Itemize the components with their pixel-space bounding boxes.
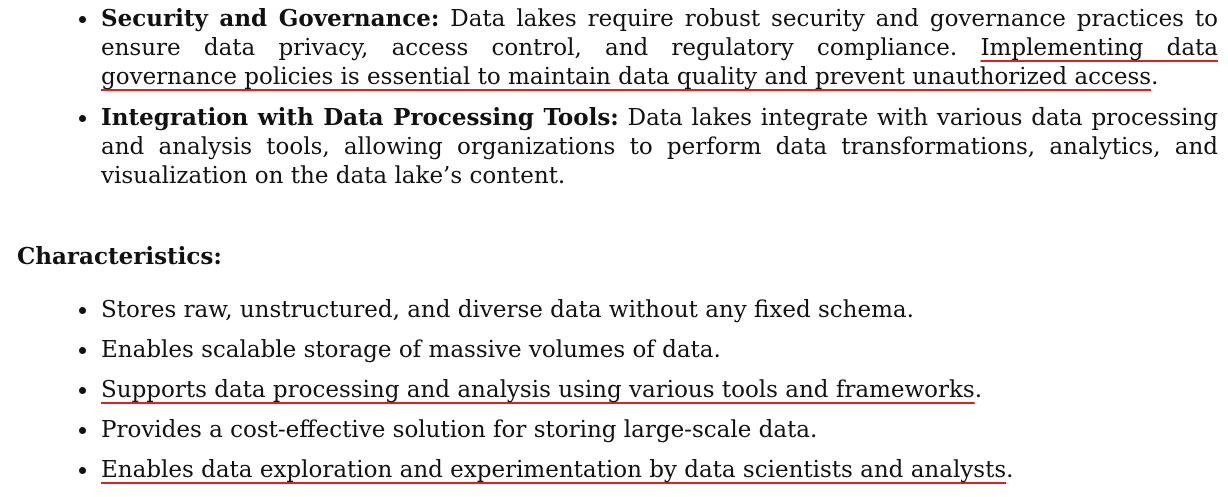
characteristics-list	[101, 295, 1218, 495]
security-governance-description: Data lakes require robust security and governance practices to ensure data privacy, access control, and regulatory compliance.	[101, 6, 1218, 61]
feature-list	[101, 4, 1218, 191]
list-item-text: Provides a cost-effective solution for storing large-scale data.	[101, 417, 818, 443]
list-item-text: Stores raw, unstructured, and diverse data without any fixed schema.	[101, 297, 914, 323]
sentence-end: .	[1006, 457, 1014, 483]
sentence-end: .	[1151, 64, 1159, 90]
list-item	[101, 375, 1218, 415]
integration-tools-description: Data lakes integrate with various data processing and analysis tools, allowing organizations to perform data transformations, analytics, and visualization on the data lake’s content.	[101, 105, 1218, 189]
list-item-text: Enables scalable storage of massive volumes of data.	[101, 337, 721, 363]
term-integration-tools: Integration with Data Processing Tools:	[101, 104, 619, 131]
underlined-annotation: Supports data processing and analysis using various tools and frameworks	[101, 377, 975, 403]
characteristics-heading: Characteristics:	[17, 243, 222, 270]
list-item	[101, 295, 1218, 335]
list-item	[101, 415, 1218, 455]
list-item-security-governance	[101, 4, 1218, 92]
underlined-annotation: Implementing data governance policies is essential to maintain data quality and prevent unauthorized access	[101, 35, 1219, 90]
list-item	[101, 455, 1218, 495]
list-item	[101, 335, 1218, 375]
underlined-annotation: Enables data exploration and experimentation by data scientists and analysts	[101, 457, 1007, 483]
list-item-integration-tools	[101, 103, 1218, 191]
sentence-end: .	[974, 377, 983, 403]
term-security-governance: Security and Governance:	[101, 5, 440, 32]
